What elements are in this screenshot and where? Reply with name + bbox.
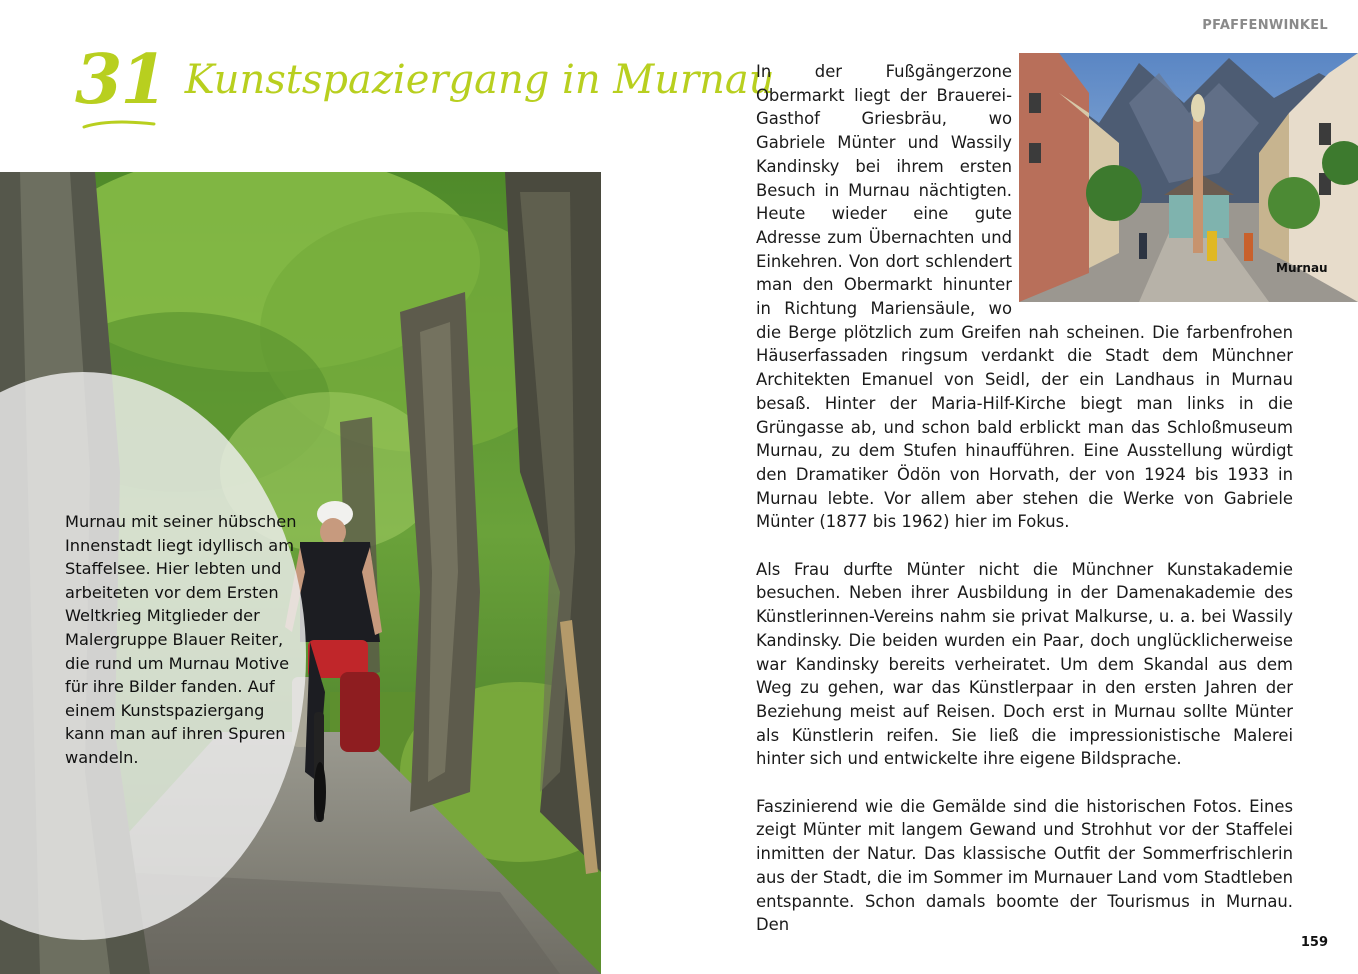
chapter-number: 31 — [75, 40, 166, 120]
page-number: 159 — [1300, 935, 1328, 950]
photo-caption: Murnau mit seiner hübschen Innenstadt liegt idyllisch am Staffelsee. Hier lebten und arbeiteten vor dem Ersten Weltkrieg Mitglieder der Malergruppe Blauer Reiter, die rund um Murnau Motive für ihre Bilder fanden. Auf einem Kunstspaziergang kann man auf ihren Spuren wandeln. — [65, 512, 297, 767]
chapter-title: Kunstspaziergang in Murnau — [184, 57, 775, 103]
paragraph: Als Frau durfte Münter nicht die Münchner Kunstakademie besuchen. Neben ihrer Ausbildung in der Damenakademie des Künstlerinnen-Vereins nahm sie privat Malkurse, u. a. bei Wassily Kandinsky. Die beiden wurden ein Paar, doch unglücklicherweise war Kandinsky bereits verheiratet. Um dem Skandal aus dem Weg zu gehen, war das Künstlerpaar in den ersten Jahren der Beziehung meist auf Reisen. Doch erst in Murnau sollte Münter als Künstlerin reifen. Sie ließ die impressionistische Malerei hinter sich und entwickelte ihre eigene Bildsprache. — [756, 559, 1293, 769]
paragraph: Faszinierend wie die Gemälde sind die historischen Fotos. Eines zeigt Münter mit langem Gewand und Strohhut vor der Staffelei inmitten der Natur. Das klassische Outfit der Sommerfrischlerin aus der Stadt, die im Sommer im Murnauer Land vom Stadtleben entspannte. Schon damals boomte der Tourismus in Murnau. Den — [756, 796, 1293, 935]
photo-label: Murnau — [1276, 261, 1328, 275]
photo-wrap-spacer — [1012, 60, 1293, 310]
article-body — [756, 60, 1293, 937]
chapter-number-underline — [82, 118, 156, 132]
chapter-heading — [75, 40, 775, 120]
running-head: PFAFFENWINKEL — [1202, 18, 1328, 33]
paragraph: In der Fußgängerzone Obermarkt liegt der Brauerei-Gasthof Griesbräu, wo Gabriele Münter und Wassily Kandinsky bei ihrem ersten Besuch in Murnau nächtigten. Heute wieder eine gute Adresse zum Übernachten und Einkehren. Von dort schlendert man den Obermarkt hinunter in Richtung Mariensäule, wo die Berge plötzlich zum Greifen nah scheinen. Die farbenfrohen Häuserfassaden ringsum verdankt die Stadt dem Münchner Architekten Emanuel von Seidl, der ein Landhaus in Murnau besaß. Hinter der Maria-Hilf-Kirche biegt man links in die Grüngasse ab, und schon bald erblickt man das Schloßmuseum Murnau, zu dem Stufen hinaufführen. Eine Ausstellung würdigt den Dramatiker Ödön von Horvath, der von 1924 bis 1933 in Murnau lebte. Vor allem aber stehen die Werke von Gabriele Münter (1877 bis 1962) hier im Fokus. — [756, 62, 1293, 532]
